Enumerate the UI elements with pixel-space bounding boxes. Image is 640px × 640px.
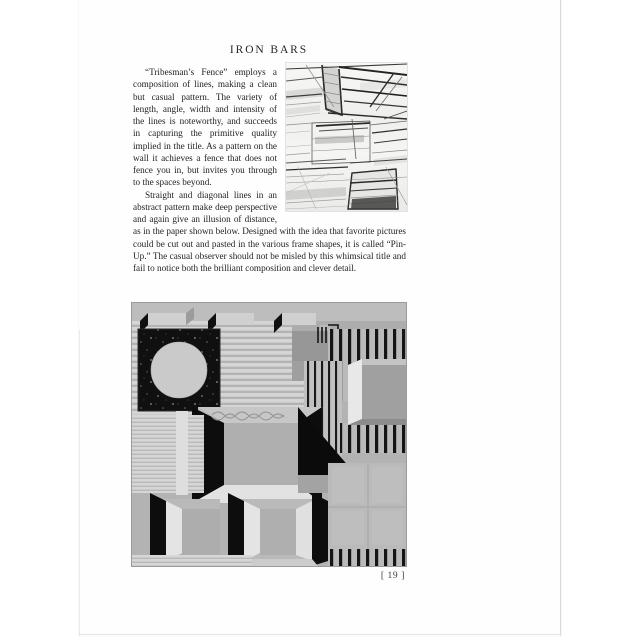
page-edge-left [79,330,80,636]
page-edge-bottom [79,634,561,635]
page-number: [ 19 ] [380,571,405,581]
figure-pin-up [131,302,407,567]
page-edge-right [560,0,561,636]
running-head: IRON BARS [229,44,309,56]
pin-up-artwork [132,303,406,566]
tribesmans-fence-artwork [286,63,407,211]
figure-tribesmans-fence [285,62,408,212]
paragraph-1: “Tribesman’s Fence” employs a composition of lines, making a clean but casual pattern. The variety of length, angle, width and intensity of the lines is noteworthy, and succeeds in capturing the primitive quality implied in the title. As a pattern on the wall it achieves a fence that does not fence you in, but invites you through to the spaces beyond. [133,67,277,188]
paragraph-2: Straight and diagonal lines in an abstract pattern make deep perspective and again give an illusion of distance, as in the paper shown below. Designed with the idea that favorite pictures could be cut out and pasted in the various frame shapes, it is called “Pin-Up.” The casual observer should not be misled by this whimsical title and fail to notice both the brilliant composition and clever detail. [133,189,406,273]
